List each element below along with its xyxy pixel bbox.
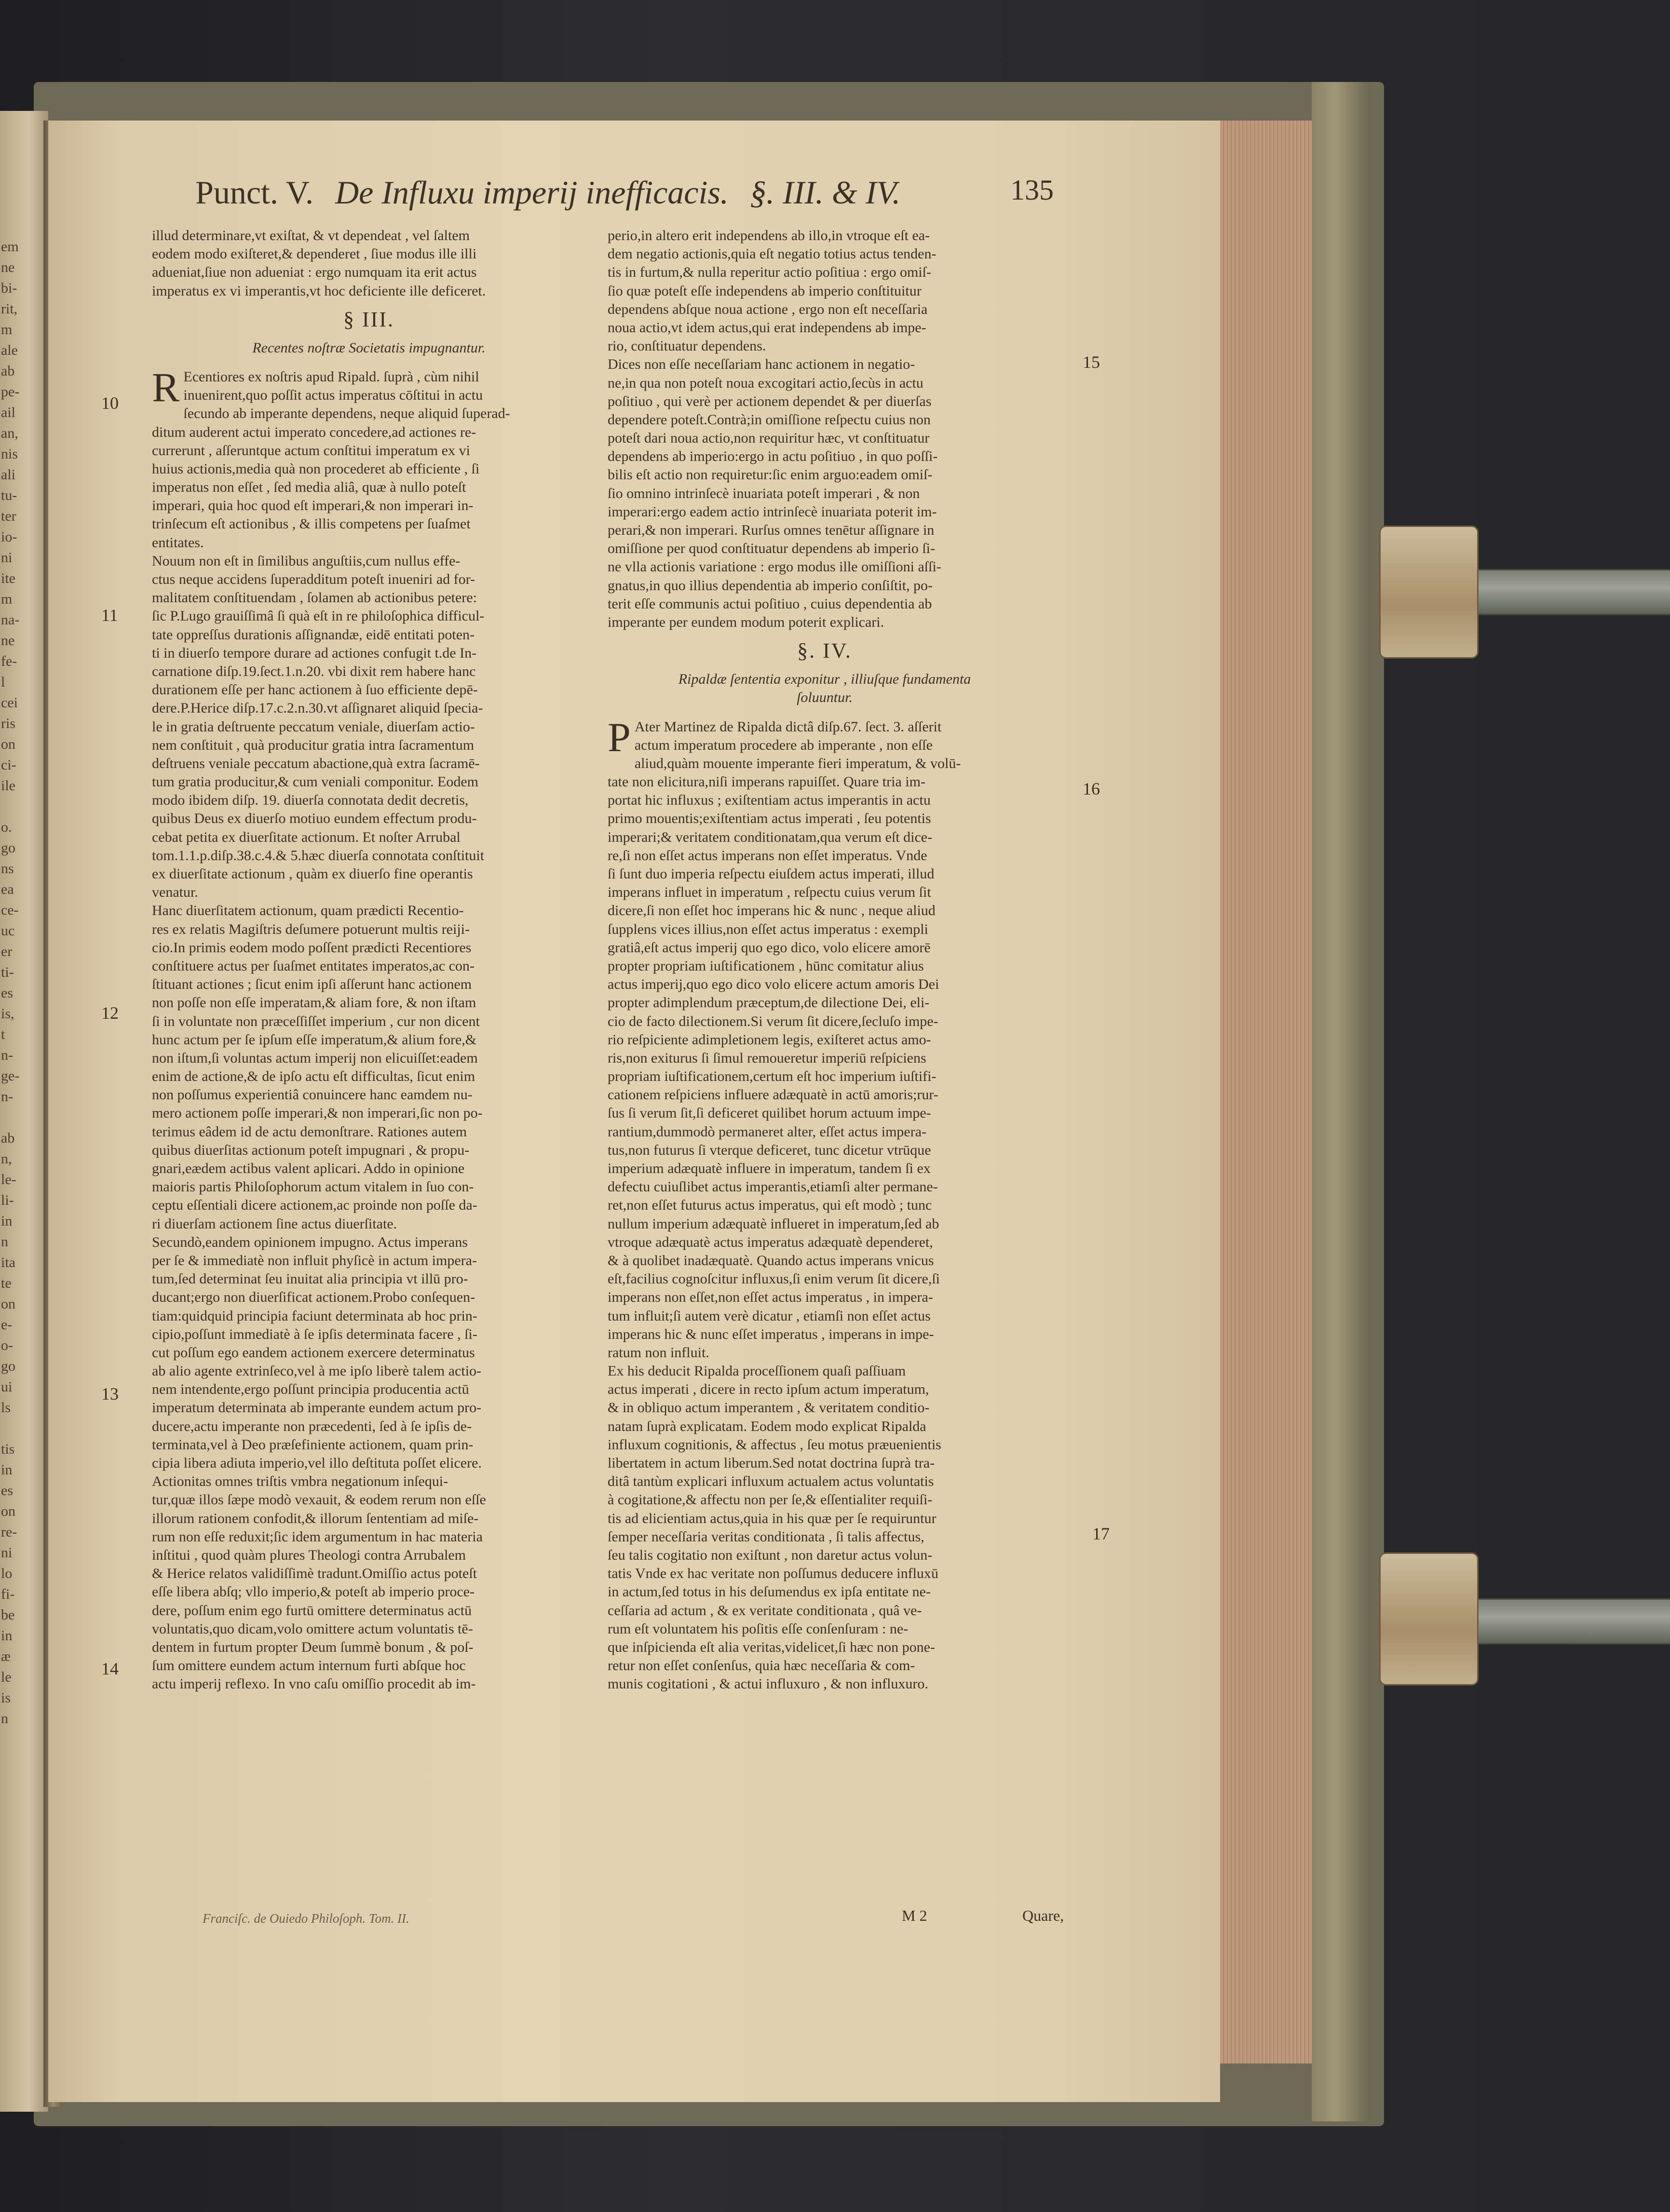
- text-line: nullum imperium adæquatè influeret in imperatum,ſed ab: [608, 1215, 939, 1232]
- facing-page-fragment: go: [1, 840, 15, 856]
- text-line: propter adimplendum præceptum,de dilectione Dei, eli-: [608, 995, 930, 1011]
- text-line: ret,non eſſet futurus actus imperatus, qui eſt modò ; tunc: [608, 1197, 932, 1214]
- text-line: per ſe & immediatè non influit phyſicè in actum impera-: [152, 1252, 477, 1268]
- facing-page-fragment: na-: [1, 612, 20, 628]
- facing-page-fragment: is,: [1, 1006, 14, 1022]
- facing-page-fragment: an,: [1, 425, 18, 441]
- text-line: nem conſtituit , quà producitur gratia intra ſacramentum: [152, 737, 475, 753]
- text-line: Secundò,eandem opinionem impugno. Actus imperans: [152, 1234, 468, 1250]
- text-line: propter propriam iuſtificationem , hūnc comitatur alius: [608, 958, 924, 974]
- text-line: Ater Martinez de Ripalda dictâ diſp.67. ſect. 3. aſſerit: [634, 718, 942, 735]
- facing-page-fragment: rit,: [1, 301, 18, 317]
- text-line: que inſpicienda eſt alia veritas,videlicet,ſi hæc non pone-: [608, 1639, 935, 1655]
- facing-page-fragment: ab: [1, 1130, 15, 1146]
- facing-page-fragment: ita: [1, 1254, 15, 1270]
- facing-page-fragment: ali: [1, 467, 15, 483]
- text-line: ratum non influit.: [608, 1344, 709, 1361]
- right-intro: [608, 227, 1042, 355]
- text-line: ſeu talis cogitatio non exiſtunt , non daretur actus volun-: [608, 1547, 933, 1563]
- text-line: Actionitas omnes triſtis vmbra negationum inſequi-: [152, 1473, 448, 1490]
- text-line: venatur.: [152, 884, 198, 901]
- paragraph-14: [152, 1472, 586, 1693]
- running-head: [195, 171, 1092, 224]
- text-line: tiam:quidquid principia faciunt determinata ab hoc prin-: [152, 1308, 477, 1324]
- facing-page-fragment: n: [1, 1711, 8, 1726]
- text-line: actus imperij,quo ego dico volo elicere actum amoris Dei: [608, 976, 939, 993]
- text-line: rum eſt voluntatem his poſitis eſſe conſenſuram : ne-: [608, 1620, 909, 1637]
- text-line: dependere poteſt.Contrà;in omiſſione reſpectu cuius non: [608, 411, 931, 428]
- text-line: omiſſione per quod conſtituatur dependens ab imperio ſi-: [608, 540, 935, 557]
- text-line: ti in diuerſo tempore durare ad actiones confugit t.de In-: [152, 645, 477, 661]
- facing-page-fragment: tu-: [1, 487, 17, 503]
- left-intro: [152, 227, 586, 300]
- text-line: cipio,poſſunt immediatè à ſe ipſis determinata facere , ſi-: [152, 1326, 477, 1342]
- facing-page-fragment: be: [1, 1607, 15, 1623]
- text-line: poſitiuo , qui verè per actionem dependet & per diuerſas: [608, 393, 932, 409]
- facing-page-fragment: ea: [1, 881, 14, 897]
- facing-page-fragment: lo: [1, 1565, 13, 1581]
- facing-page-fragment: pe-: [1, 384, 20, 400]
- text-line: imperari, quia hoc quod eſt imperari,& non imperari in-: [152, 498, 474, 514]
- facing-page-fragment: [1, 1418, 35, 1439]
- catchword: Quare,: [1022, 1907, 1064, 1924]
- paragraph-16-text: [608, 714, 1042, 1362]
- text-line: imperans non eſſet,non eſſet actus imperatus , in impera-: [608, 1289, 933, 1306]
- drop-cap-r: R: [152, 364, 180, 410]
- text-line: & in obliquo actum imperantem , & veritatem conditio-: [608, 1400, 930, 1416]
- margin-number-15: 15: [1083, 352, 1100, 372]
- facing-page-fragment: e-: [1, 1317, 13, 1333]
- text-line: res ex relatis Magiſtris deſumere potuerunt multis reiji-: [152, 921, 470, 937]
- section-heading-iv: §. IV.: [797, 639, 852, 663]
- text-line: terimus eâdem id de actu demonſtrare. Rationes autem: [152, 1123, 467, 1140]
- paragraph-16: [608, 714, 1042, 1362]
- text-line: maioris partis Philoſophorum actum vitalem in ſuo con-: [152, 1179, 474, 1195]
- facing-page-fragment: ls: [1, 1400, 11, 1416]
- text-line: ſic P.Lugo grauiſſimâ ſi quà eſt in re philoſophica difficul-: [152, 608, 485, 624]
- section-subtitle-iv-line2: ſoluuntur.: [797, 689, 853, 706]
- text-line: Hanc diuerſitatem actionum, quam prædicti Recentio-: [152, 903, 464, 919]
- margin-number-13: 13: [101, 1384, 119, 1403]
- text-line: actus imperati , dicere in recto ipſum actum imperatum,: [608, 1381, 929, 1398]
- facing-page-fragment: ui: [1, 1379, 13, 1395]
- text-line: enim de actione,& de ipſo actu eſt difficultas, ſicut enim: [152, 1068, 475, 1085]
- facing-page-text-fragments: [1, 236, 35, 1729]
- text-line: ne vlla actionis variatione : ergo modus ille omiſſioni aſſi-: [608, 559, 941, 575]
- text-line: quibus diuerſitas actionum poteſt impugnari , & propu-: [152, 1142, 470, 1158]
- facing-page-fragment: go: [1, 1358, 15, 1374]
- text-line: currerunt , aſſeruntque actum conſtitui imperatum ex vi: [152, 442, 470, 459]
- text-line: rum non eſſe reduxit;ſic idem argumentum in hac materia: [152, 1528, 483, 1545]
- text-line: rio, conſtituatur dependens.: [608, 338, 766, 354]
- facing-page-fragment: te: [1, 1275, 12, 1291]
- text-line: dicere,ſi non eſſet hoc imperans hic & nunc , neque aliud: [608, 903, 936, 919]
- text-line: ſecundo ab imperante dependens, neque aliquid ſuperad-: [183, 405, 510, 422]
- paragraph-10-text: [152, 364, 586, 552]
- facing-page-fragment: o.: [1, 819, 12, 835]
- text-line: noua actio,vt idem actus,qui erat independens ab impe-: [608, 319, 926, 336]
- text-line: aliud,quàm mouente imperante fieri imperatum, & volū-: [634, 755, 961, 771]
- facing-page-fragment: ab: [1, 363, 15, 379]
- lower-clasp-plate: [1379, 1552, 1479, 1686]
- margin-number-14: 14: [101, 1659, 119, 1678]
- text-line: bilis eſt actio non requiretur:ſic enim arguo:eadem omiſ-: [608, 467, 933, 483]
- facing-page-fragment: ne: [1, 259, 15, 275]
- text-line: ditâ tantùm explicari influxum actualem actus voluntatis: [608, 1473, 934, 1490]
- text-line: dentem in furtum propter Deum ſummè bonum , & poſ-: [152, 1639, 474, 1655]
- text-line: ſi ſunt duo imperia reſpectu eiuſdem actus imperati, illud: [608, 866, 935, 882]
- text-line: Nouum non eſt in ſimilibus anguſtiis,cum nullus effe-: [152, 553, 461, 569]
- text-line: tate non elicitura,niſi imperans rapuiſſet. Quare tria im-: [608, 774, 925, 790]
- drop-cap-p: P: [608, 714, 631, 760]
- running-head-chapter: Punct. V.: [195, 174, 314, 211]
- facing-page-fragment: ite: [1, 570, 15, 586]
- text-line: ſum omittere eundem actum internum furti abſque hoc: [152, 1658, 466, 1674]
- text-line: ceſſaria ad actum , & ex veritate conditionata , quâ ve-: [608, 1602, 922, 1619]
- facing-page-fragment: es: [1, 1483, 13, 1498]
- text-line: ſupplens vices illius,non eſſet actus imperatus : exempli: [608, 921, 928, 937]
- text-line: adueniat,ſiue non adueniat : ergo numquam ita erit actus: [152, 264, 477, 281]
- text-line: imperatus non eſſet , ſed media aliâ, quæ à nullo poteſt: [152, 479, 466, 496]
- text-line: gratiâ,eſt actus imperij quo ego dico, volo elicere amorē: [608, 939, 931, 956]
- section-heading-iii: § III.: [343, 307, 394, 331]
- margin-number-12: 12: [101, 1003, 119, 1023]
- imprint-line: Franciſc. de Ouiedo Philoſoph. Tom. II.: [203, 1911, 409, 1926]
- paragraph-12: [152, 902, 586, 1233]
- text-line: ſio omnino intrinſecè inuariata poteſt imperari , & non: [608, 485, 920, 501]
- text-line: deſtruens veniale peccatum abactione,quà extra ſacramē-: [152, 755, 480, 771]
- text-line: hunc actum per ſe ipſum eſſe imperatum,& alium fore,&: [152, 1031, 477, 1048]
- text-line: imperante per eundem modum poterit explicari.: [608, 614, 884, 630]
- text-line: ſtituant actiones ; ſicut enim ipſi aſſerunt hanc actionem: [152, 976, 472, 993]
- text-line: imperatum determinata ab imperante eundem actum pro-: [152, 1400, 482, 1416]
- text-line: cio de facto dilectionem.Si verum ſit dicere,ſecluſo impe-: [608, 1013, 938, 1029]
- text-line: munis cogitationi , & actui influxuro , & non influxuro.: [608, 1676, 928, 1692]
- text-line: re,ſi non eſſet actus imperans non eſſet imperatus. Vnde: [608, 847, 927, 863]
- text-line: carnatione diſp.19.ſect.1.n.20. vbi dixit rem habere hanc: [152, 663, 476, 679]
- text-line: imperans influet in imperatum , reſpectu cuius verum ſit: [608, 884, 931, 901]
- upper-clasp-plate: [1379, 526, 1479, 659]
- margin-number-17: 17: [1092, 1524, 1110, 1543]
- facing-page-fragment: m: [1, 591, 13, 607]
- text-line: illud determinare,vt exiſtat, & vt dependeat , vel ſaltem: [152, 228, 470, 243]
- facing-page-fragment: in: [1, 1213, 13, 1229]
- facing-page-fragment: l: [1, 674, 5, 690]
- text-line: ſi in voluntate non præceſſiſſet imperium , cur non dicent: [152, 1013, 480, 1029]
- text-line: terminata,vel à Deo præſefiniente actionem, quam prin-: [152, 1436, 474, 1453]
- text-line: tum gratia producitur,& cum veniali componitur. Eodem: [152, 774, 478, 790]
- text-line: conſtituere actus per ſuaſmet entitates imperatos,ac con-: [152, 958, 475, 974]
- facing-page-fragment: ni: [1, 550, 13, 566]
- facing-page-fragment: ti-: [1, 964, 14, 980]
- facing-page-fragment: n: [1, 1234, 8, 1250]
- facing-page-fragment: n-: [1, 1089, 13, 1105]
- text-line: ctus neque accidens ſuperadditum poteſt inueniri ad for-: [152, 571, 475, 587]
- section-subtitle-iii: Recentes noſtræ Societatis impugnantur.: [252, 339, 486, 356]
- right-text-column: [608, 227, 1042, 1693]
- facing-page-fragment: li-: [1, 1192, 14, 1208]
- text-line: illorum rationem confodit,& illorum ſententiam ad miſe-: [152, 1510, 479, 1526]
- facing-page-fragment: io-: [1, 529, 17, 545]
- facing-page-fragment: ale: [1, 342, 18, 358]
- text-line: defectu cuiuſlibet actus imperantis,etiamſi alter permane-: [608, 1179, 938, 1195]
- text-line: ſus ſi verum ſit,ſi deficeret quilibet horum actuum impe-: [608, 1105, 931, 1121]
- text-line: tus,non futurus ſi vterque deficeret, tunc dicetur vtrūque: [608, 1142, 931, 1158]
- text-line: in actum,ſed totus in his deſumendus ex ipſa entitate ne-: [608, 1584, 931, 1600]
- text-line: imperari;& veritatem conditionatam,qua verum eſt dice-: [608, 829, 933, 845]
- text-line: ducere,actu imperante non præcedenti, ſed à ſe ipſis de-: [152, 1418, 472, 1434]
- facing-page-fragment: n-: [1, 1047, 13, 1063]
- facing-page-fragment: cei: [1, 695, 18, 711]
- text-line: ex diuerſitate actionum , quàm ex diuerſo fine operantis: [152, 866, 473, 882]
- text-line: voluntatis,quo dicam,volo omittere actum voluntatis tē-: [152, 1620, 473, 1637]
- page-number: 135: [1010, 174, 1054, 206]
- text-line: ri diuerſam actionem ſine actus diuerſitate.: [152, 1215, 397, 1232]
- facing-page-fragment: m: [1, 322, 13, 337]
- text-line: & à quolibet inadæquatè. Quando actus imperans vnicus: [608, 1252, 934, 1268]
- text-line: ducant;ergo non diuerſificat actionem.Probo conſequen-: [152, 1289, 475, 1306]
- paragraph-11: [152, 552, 586, 902]
- text-line: malitatem conſtituendam , ſolamen ab actionibus petere:: [152, 590, 477, 606]
- paragraph-10: [152, 364, 586, 552]
- facing-page-fragment: t: [1, 1026, 5, 1042]
- text-line: inſtitui , quod quàm plures Theologi contra Arrubalem: [152, 1547, 466, 1563]
- text-line: perari,& non imperari. Rurſus omnes tenētur aſſignare in: [608, 522, 935, 538]
- facing-page-fragment: n,: [1, 1151, 12, 1167]
- text-line: dependens ab imperio:ergo in actu poſitiuo , in quo poſſi-: [608, 448, 938, 465]
- text-line: poteſt dari noua actio,non requiritur hæc, vt conſtituatur: [608, 430, 930, 446]
- lower-clasp: [1370, 1548, 1670, 1692]
- facing-page-fragment: æ: [1, 1648, 11, 1664]
- text-line: & Herice relatos validiſſimè tradunt.Omiſſio actus poteſt: [152, 1565, 477, 1582]
- text-line: dependens abſque noua actione , ergo non eſt neceſſaria: [608, 301, 928, 317]
- text-line: tum,ſed determinat ſeu inuitat alia principia vt illū pro-: [152, 1271, 468, 1287]
- facing-page-fragment: ris: [1, 715, 15, 731]
- facing-page-fragment: uc: [1, 923, 15, 939]
- text-line: gnari,eædem actibus valent aplicari. Addo in opinione: [152, 1160, 465, 1176]
- text-line: portat hic influxus ; exiſtentiam actus imperantis in actu: [608, 792, 931, 809]
- facing-page-fragment: [1, 1107, 35, 1128]
- text-line: Ex his deducit Ripalda proceſſionem quaſi paſſiuam: [608, 1363, 906, 1379]
- paragraph-13: [152, 1233, 586, 1472]
- paragraph-15: [608, 355, 1042, 632]
- text-line: cationem reſpiciens influere adæquatè in actū amoris;rur-: [608, 1087, 938, 1103]
- text-line: propriam iuſtificationem,certum eſt hoc imperium iuſtifi-: [608, 1068, 937, 1085]
- text-line: rio reſpiciente adimpletionem legis, exiſteret actus amo-: [608, 1031, 931, 1048]
- text-line: ceptu eſſentiali dicere actionem,ac proinde non poſſe da-: [152, 1197, 477, 1214]
- text-line: actum imperatum procedere ab imperante , non eſſe: [634, 737, 933, 753]
- text-line: ne,in qua non poteſt noua excogitari actio,ſecùs in actu: [608, 375, 923, 391]
- paragraph-17: [608, 1362, 1042, 1693]
- text-line: natam ſuprà explicatam. Eodem modo explicat Ripalda: [608, 1418, 926, 1434]
- text-line: à cogitatione,& affectu non per ſe,& eſſentialiter requiſi-: [608, 1492, 933, 1508]
- facing-page-fragment: in: [1, 1462, 13, 1478]
- facing-page-fragment: ci-: [1, 757, 16, 773]
- facing-page-fragment: ile: [1, 778, 15, 794]
- text-line: modo ibidem diſp. 19. diuerſa connotata dedit decretis,: [152, 792, 469, 809]
- text-line: trinſecum eſt actionibus , & illis competens per ſuaſmet: [152, 516, 471, 532]
- running-head-sections: §. III. & IV.: [750, 174, 901, 211]
- text-line: imperari:ergo eadem actio intrinſecè inuariata poterit im-: [608, 503, 937, 520]
- facing-page-fragment: le: [1, 1669, 12, 1685]
- facing-page-fragment: em: [1, 239, 19, 255]
- facing-page-fragment: re-: [1, 1524, 17, 1540]
- section-subtitle-iv-line1: Ripaldæ ſententia exponitur , illiuſque fundamenta: [678, 671, 971, 688]
- text-line: imperium adæquatè influere in imperatum, tandem ſi ex: [608, 1160, 931, 1176]
- text-line: non iſtum,ſi voluntas actum imperij non elicuiſſet:eadem: [152, 1050, 478, 1066]
- facing-page-fragment: is: [1, 1690, 11, 1706]
- facing-page-fragment: [1, 796, 35, 817]
- cover-fore-edge: [1312, 82, 1370, 2121]
- text-line: Ecentiores ex noſtris apud Ripald. ſuprà , cùm nihil: [183, 368, 479, 385]
- text-line: retur non eſſet conſenſus, quia hæc neceſſaria & com-: [608, 1658, 915, 1674]
- text-line: quibus Deus ex diuerſo motiuo eundem effectum produ-: [152, 810, 477, 827]
- facing-page-fragment: nis: [1, 446, 18, 462]
- facing-page-fragment: ail: [1, 405, 15, 420]
- upper-clasp: [1370, 521, 1670, 665]
- text-line: gnatus,in quo illius dependentia ab imperio conſiſtit, po-: [608, 577, 933, 593]
- text-line: cebat petita ex diuerſitate actionum. Et noſter Arrubal: [152, 829, 461, 845]
- text-line: ab alio agente extrinſeco,vel à me ipſo liberè talem actio-: [152, 1363, 482, 1379]
- text-line: libertatem in actum liberum.Sed notat doctrina ſuprà tra-: [608, 1455, 935, 1471]
- text-line: Dices non eſſe neceſſariam hanc actionem in negatio-: [608, 356, 915, 373]
- text-line: tate oppreſſus durationis aſſignandæ, eidē entitati poten-: [152, 626, 475, 643]
- margin-number-10: 10: [101, 393, 119, 413]
- text-line: dem negatio actionis,quia eſt negatio totius actus tenden-: [608, 246, 937, 262]
- facing-page-fragment: fi-: [1, 1586, 15, 1602]
- facing-page-fragment: bi-: [1, 280, 17, 296]
- facing-page-fragment: on: [1, 1503, 15, 1519]
- signature-mark: M 2: [902, 1907, 927, 1924]
- facing-page-fragment: ter: [1, 508, 16, 524]
- left-text-column: [152, 227, 586, 1693]
- facing-page-fragment: in: [1, 1628, 13, 1644]
- text-line: eſt,facilius cognoſcitur influxus,ſi enim verum ſit dicere,ſi: [608, 1271, 940, 1287]
- text-line: ſemper neceſſaria veritas conditionata , ſi talis affectus,: [608, 1528, 924, 1545]
- text-line: vtroque adæquatè actus imperatus adæquatè dependeret,: [608, 1234, 933, 1250]
- text-line: ris,non exiturus ſi ſimul remoueretur imperiū reſpiciens: [608, 1050, 926, 1066]
- margin-number-16: 16: [1083, 779, 1100, 798]
- text-line: tatis Vnde ex hac veritate non poſſumus deducere influxū: [608, 1565, 938, 1582]
- text-line: tis ad elicientiam actus,quia in his quæ per ſe requiruntur: [608, 1510, 937, 1526]
- facing-page-fragment: er: [1, 944, 13, 959]
- text-line: durationem eſſe per hanc actionem à ſuo efficiente depē-: [152, 682, 478, 698]
- text-line: influxum cognitionis, & affectus , ſeu motus præuenientis: [608, 1436, 941, 1453]
- facing-page-fragment: ni: [1, 1545, 13, 1561]
- text-line: eſſe libera abſq; vllo imperio,& poteſt ab imperio proce-: [152, 1584, 475, 1600]
- margin-number-11: 11: [101, 606, 118, 625]
- text-line: rantium,dummodò permaneret alter, eſſet actus impera-: [608, 1123, 927, 1140]
- facing-page-fragment: on: [1, 1296, 15, 1312]
- text-line: terit eſſe communis actui poſitiuo , cuius dependentia ab: [608, 595, 932, 612]
- text-line: non poſſumus experientiâ conuincere hanc eamdem nu-: [152, 1087, 473, 1103]
- text-line: non poſſe non eſſe imperatam,& aliam fore, & non iſtam: [152, 995, 476, 1011]
- text-line: cipia libera adiuta imperio,vel illo deſtituta poſſet elicere.: [152, 1455, 482, 1471]
- text-line: ſio quæ poteſt eſſe independens ab imperio conſtituitur: [608, 283, 922, 299]
- facing-page-edge: [0, 111, 48, 2112]
- text-line: huius actionis,media quà non procederet ab efficiente , ſi: [152, 460, 480, 477]
- text-line: entitates.: [152, 534, 204, 551]
- text-line: nem intendente,ergo poſſunt principia producentia actū: [152, 1381, 469, 1398]
- text-line: dere.P.Herice diſp.17.c.2.n.30.vt aſſignaret aliquid ſpecia-: [152, 700, 483, 716]
- text-line: cut poſſum ego eandem actionem exercere determinatus: [152, 1344, 475, 1361]
- text-line: tis in furtum,& nulla reperitur actio poſitiua : ergo omiſ-: [608, 264, 931, 281]
- text-line: actu imperij reflexo. In vno caſu omiſſio procedit ab im-: [152, 1676, 476, 1692]
- facing-page-fragment: ns: [1, 861, 14, 877]
- facing-page-fragment: es: [1, 985, 13, 1001]
- text-line: eodem modo exiſteret,& dependeret , ſiue modus ille illi: [152, 246, 477, 262]
- facing-page-fragment: ce-: [1, 902, 19, 918]
- text-line: cio.In primis eodem modo poſſent prædicti Recentiores: [152, 939, 472, 956]
- text-line: mero actionem poſſe imperari,& non imperari,ſic non po-: [152, 1105, 483, 1121]
- facing-page-fragment: fe-: [1, 653, 17, 669]
- facing-page-fragment: o-: [1, 1337, 13, 1353]
- text-line: imperans hic & nunc eſſet imperatus , imperans in impe-: [608, 1326, 934, 1342]
- text-line: primo mouentis;exiſtentiam actus imperati , ſeu potentis: [608, 810, 931, 827]
- text-line: imperatus ex vi imperantis,vt hoc deficiente ille deficeret.: [152, 283, 486, 299]
- text-line: tom.1.1.p.diſp.38.c.4.& 5.hæc diuerſa connotata conſtituit: [152, 847, 485, 863]
- text-line: ditum auderent actui imperato concedere,ad actiones re-: [152, 424, 476, 440]
- text-line: tum influit;ſi autem verè dicatur , etiamſi non eſſet actus: [608, 1308, 931, 1324]
- text-line: dere, poſſum enim ego furtū omittere determinatus actū: [152, 1602, 472, 1619]
- text-line: tur,quæ illos ſæpe modò vexauit, & eodem rerum non eſſe: [152, 1492, 486, 1508]
- running-head-title: De Influxu imperij inefficacis.: [335, 174, 729, 211]
- facing-page-fragment: ne: [1, 633, 15, 648]
- facing-page-fragment: tis: [1, 1441, 15, 1457]
- facing-page-fragment: on: [1, 736, 15, 752]
- facing-page-fragment: ge-: [1, 1068, 20, 1084]
- text-line: perio,in altero erit independens ab illo,in vtroque eſt ea-: [608, 228, 930, 243]
- text-line: inuenirent,quo poſſit actus imperatus cōſtitui in actu: [183, 387, 483, 404]
- text-line: le in gratia deſtruente peccatum veniale, diuerſam actio-: [152, 718, 475, 735]
- facing-page-fragment: le-: [1, 1172, 16, 1187]
